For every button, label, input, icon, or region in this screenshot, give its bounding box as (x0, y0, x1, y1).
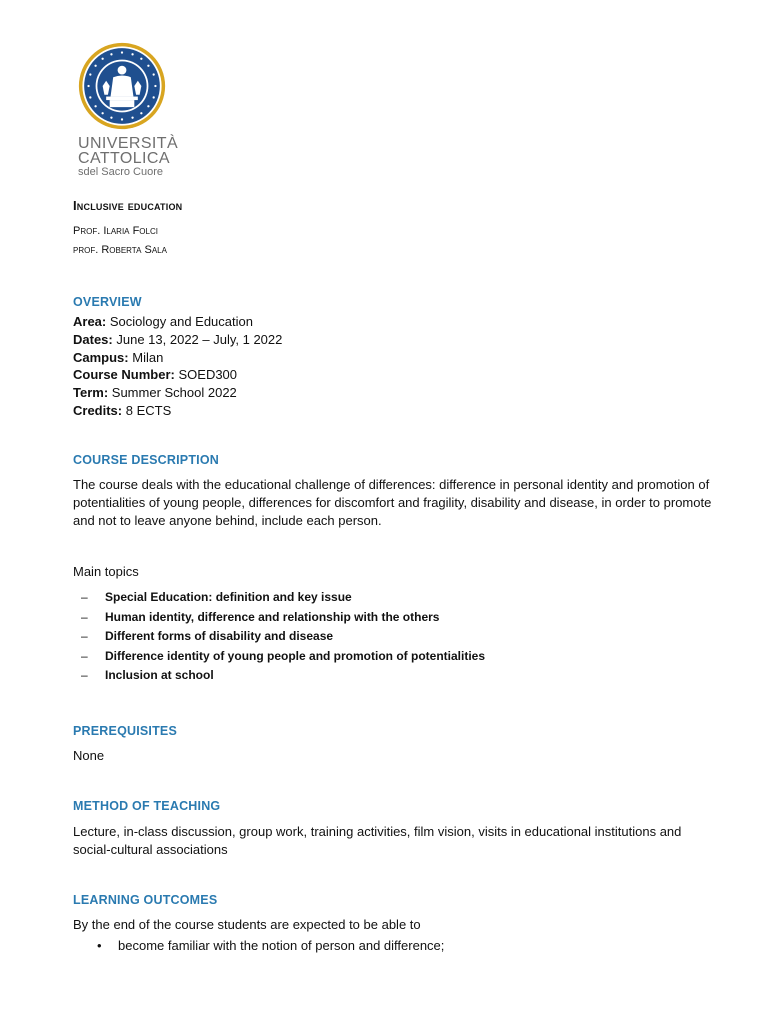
university-logo (78, 42, 179, 179)
prerequisites-heading: PREREQUISITES (73, 724, 178, 738)
main-topics-label: Main topics (73, 564, 139, 579)
university-name-line3-text: del Sacro Cuore (83, 166, 163, 178)
course-title: Inclusive education (73, 198, 183, 213)
overview-area: Area: Sociology and Education (73, 314, 253, 329)
course-description-text: The course deals with the educational challenge of differences: difference in personal identity and promotion of potentialities of young people, differences for discomfort and fragility, disability and disease, in order to promote and not to leave anyone behind, include each person. (73, 477, 712, 528)
professor-1: Prof. Ilaria Folci (73, 225, 158, 237)
list-item: – Difference identity of young people and promotion of potentialities (81, 648, 486, 663)
university-name-line1: UNIVERSITÀ (78, 135, 179, 152)
list-item: – Different forms of disability and disease (81, 629, 334, 644)
professors (73, 222, 167, 260)
overview-term: Term: Summer School 2022 (73, 385, 237, 401)
overview-credits: Credits: 8 ECTS (73, 402, 172, 418)
overview-campus: Campus: Milan (73, 349, 164, 365)
course-description-heading: COURSE DESCRIPTION (73, 453, 219, 467)
learning-outcomes-intro: By the end of the course students are expected to be able to (73, 917, 421, 932)
list-item: • become familiar with the notion of person and difference; (97, 938, 445, 953)
method-of-teaching-heading: METHOD OF TEACHING (73, 799, 221, 813)
bullet-icon: • (97, 938, 102, 953)
university-seal-icon (78, 42, 166, 130)
university-name-line3 (78, 166, 168, 179)
method-of-teaching-text: Lecture, in-class discussion, group work, training activities, film vision, visits in educational institutions and social-cultural associations (73, 824, 682, 857)
learning-outcomes-list (73, 937, 444, 955)
overview-heading: OVERVIEW (73, 295, 142, 309)
main-topics-list (73, 588, 485, 686)
list-item: – Inclusion at school (81, 668, 214, 683)
prerequisites-text: None (73, 748, 105, 763)
overview-dates: Dates: June 13, 2022 – July, 1 2022 (73, 331, 283, 347)
overview-block (73, 313, 282, 420)
list-item: – Human identity, difference and relationship with the others (81, 609, 440, 624)
university-name (78, 135, 179, 179)
list-item: – Special Education: definition and key issue (81, 590, 352, 604)
overview-course-number: Course Number: SOED300 (73, 367, 238, 383)
university-name-line3-prefix: s (78, 166, 84, 178)
learning-outcomes-heading: LEARNING OUTCOMES (73, 893, 218, 907)
university-name-line2: CATTOLICA (78, 150, 170, 167)
professor-2: prof. Roberta Sala (73, 244, 167, 256)
